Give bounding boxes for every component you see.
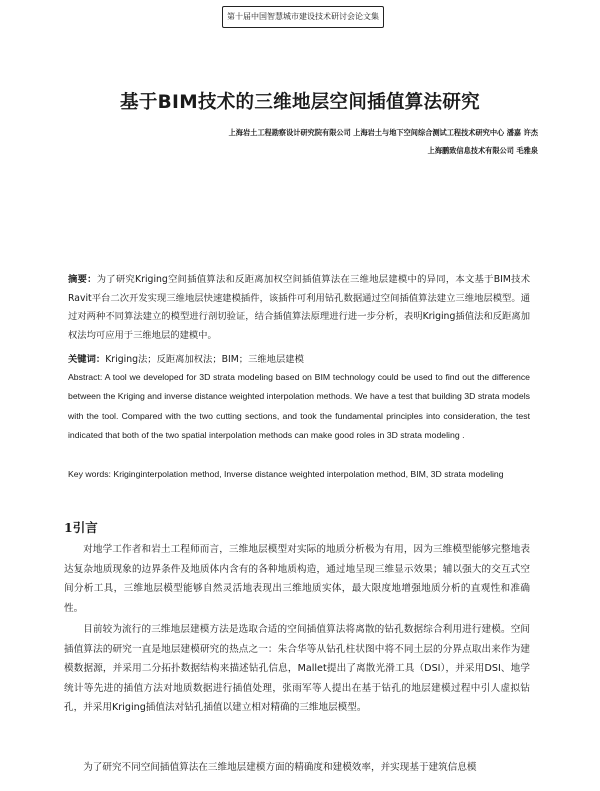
keywords-zh-text: Kriging法；反距离加权法；BIM；三维地层建模 <box>105 354 304 365</box>
conference-header-box <box>222 6 384 28</box>
abstract-zh-text: 为了研究Kriging空间插值算法和反距离加权空间插值算法在三维地层建模中的异同，本文基于BIM技术Ravit平台二次开发实现三维地层快速建模插件，该插件可利用钻孔数据通过空间插值算法建立三维地层模型。通过对两种不同算法建立的模型进行剖切验证，结合插值算法原理进行进一步分析，表明Kriging插值法和反距离加权法均可应用于三维地层的建模中。 <box>68 274 530 341</box>
abstract-en-text: A tool we developed for 3D strata modeling based on BIM technology could be used to find out the difference between the Kriging and inverse distance weighted interpolation methods. We have a test that building 3D strata models with the tool. Compared with the two cutting sections, and took the fundamental principles into consideration, the test indicated that both of the two spatial interpolation methods can make good roles in 3D strata modeling . <box>68 372 531 440</box>
affiliations-line-2: 上海鹏致信息技术有限公司 毛雅泉 <box>427 146 538 155</box>
abstract-en <box>68 368 530 445</box>
abstract-en-label: Abstract: <box>68 372 103 382</box>
paper-title: 基于BIM技术的三维地层空间插值算法研究 <box>120 92 480 113</box>
conference-name: 第十届中国智慧城市建设技术研讨会论文集 <box>227 12 379 21</box>
keywords-en <box>68 466 530 483</box>
section-1-paragraph-3: 为了研究不同空间插值算法在三维地层建模方面的精确度和建模效率，并实现基于建筑信息模 <box>83 762 477 773</box>
keywords-zh-label: 关键词： <box>68 354 106 365</box>
keywords-en-label: Key words: <box>68 469 111 479</box>
abstract-zh <box>68 271 530 345</box>
abstract-zh-label: 摘要： <box>68 274 97 285</box>
section-1-paragraph-1: 对地学工作者和岩土工程师而言，三维地层模型对实际的地质分析极为有用，因为三维模型能够完整地表达复杂地质现象的边界条件及地质体内含有的各种地质构造，通过地呈现三维显示效果；辅以强大的交互式空间分析工具，三维地层模型能够自然灵活地表现出三维地质实体，最大限度地增强地质分析的直观性和准确性。 <box>64 544 530 614</box>
section-1-heading: 1引言 <box>64 520 98 535</box>
section-1-paragraph-2: 目前较为流行的三维地层建模方法是选取合适的空间插值算法将离散的钻孔数据综合利用进行建模。空间插值算法的研究一直是地层建模研究的热点之一：朱合华等从钻孔柱状图中将不同土层的分界点取出来作为建模数据源，并采用二分拓扑数据结构来描述钻孔信息，Mallet提出了离散光滑工具（DSI），并采用DSI、地学统计等先进的插值方法对地质数据进行插值处理，张雨军等人提出在基于钻孔的地层建模过程中引人虚拟钻孔，并采用Kriging插值法对钻孔插值以建立相对精确的三维地层模型。 <box>64 624 530 713</box>
affiliations-line-1: 上海岩土工程勘察设计研究院有限公司 上海岩土与地下空间综合测试工程技术研究中心 潘嘉 许杰 <box>228 128 538 137</box>
keywords-zh <box>68 351 530 370</box>
keywords-en-text: Kriginginterpolation method, Inverse distance weighted interpolation method, BIM, 3D strata modeling <box>113 469 504 479</box>
